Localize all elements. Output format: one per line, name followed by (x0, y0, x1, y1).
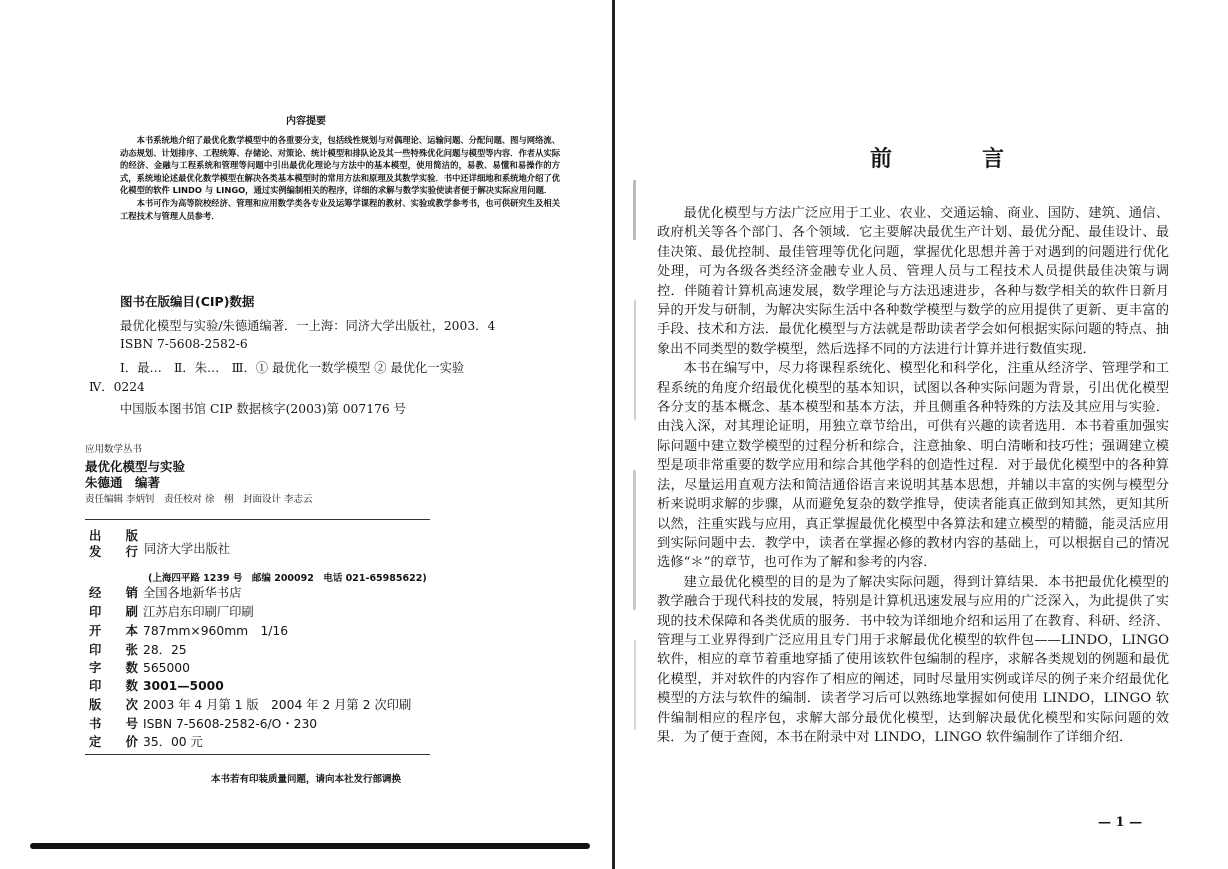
publisher-name: 同济大学出版社 (144, 542, 231, 556)
book-title: 最优化模型与实验 (85, 458, 186, 474)
spec-value: 2003 年 4 月第 1 版 2004 年 2 月第 2 次印刷 (143, 698, 412, 712)
spec-row (89, 621, 288, 639)
series-name: 应用数学丛书 (85, 444, 143, 455)
spec-label: 印 刷 (89, 605, 144, 619)
abstract (120, 134, 560, 222)
spec-label: 定 价 (89, 735, 144, 749)
page-number: — 1 — (1098, 815, 1143, 830)
cip-line: ISBN 7-5608-2582-6 (120, 337, 248, 352)
spec-value: 787mm×960mm 1/16 (143, 624, 289, 638)
preface-paragraph: 建立最优化模型的目的是为了解决实际问题，得到计算结果．本书把最优化模型的教学融合于现代科技的发展，特别是计算机迅速发展与应用的广泛深入，为此提供了实现的技术保障和各类优质的服务．书中较为详细地介绍和运用了在教育、科研、经济、管理与工业界得到广泛应用且专门用于求解最优化模型的软件包——LINDO，LINGO 软件，相应的章节着重地穿插了使用该软件包编制的程序，求解各类规划的例题和最优化模型，并对软件的内容作了相应的阐述，同时尽量用实例或详尽的例子来介绍最优化模型的方法与软件的编制．读者学习后可以熟练地掌握如何使用 LINDO，LINGO 软件编制相应的程序包，求解大部分最优化模型，达到解决最优化模型和实际问题的效果．为了便于查阅，本书在附录中对 LINDO，LINGO 软件编制作了详细介绍． (657, 574, 1169, 745)
spec-label: 印 数 (89, 679, 144, 693)
spec-row (89, 658, 190, 676)
spec-row (89, 695, 411, 713)
spec-value: 28．25 (143, 643, 187, 657)
spec-row (89, 714, 317, 732)
preface-paragraph: 本书在编写中，尽力将课程系统化、模型化和科学化，注重从经济学、管理学和工程系统的角度介绍最优化模型的基本知识，试图以各种实际问题为背景，引出优化模型各分支的基本概念、基本模型和基本方法，并且侧重各种特殊的方法及其应用与实验．由浅入深，对其理论证明，用独立章节给出，可供有兴趣的读者选用．本书着重加强实际问题中建立数学模型的过程分析和综合，注意抽象、明白清晰和技巧性；强调建立模型是项非常重要的数学应用和综合其他学科的创造性过程．对于最优化模型中的各种算法，尽量运用直观方法和简洁通俗语言来说明其基本思想，并辅以丰富的实例与模型分析来说明求解的步骤，从而避免复杂的数学推导，使读者能真正做到知其然，更知其所以然，注重实践与应用，真正掌握最优化模型中各算法和建立模型的精髓，能灵活应用到实际问题中去．教学中，读者在掌握必修的教材内容的基础上，可以根据自己的情况选修“＊”的章节，也可作为了解和参考的内容． (657, 361, 1169, 571)
scan-speck (634, 300, 636, 420)
cip-line: 最优化模型与实验/朱德通编著．一上海：同济大学出版社，2003．4 (120, 319, 496, 333)
cip-title: 图书在版编目(CIP)数据 (120, 294, 255, 309)
spec-label: 开 本 (89, 624, 144, 638)
scan-speck (633, 470, 636, 610)
cip-line: 中国版本图书馆 CIP 数据核字(2003)第 007176 号 (120, 401, 406, 416)
editors-line: 责任编辑 李炳钊 责任校对 徐 栩 封面设计 李志云 (85, 493, 313, 505)
author-line: 朱德通 编著 (85, 475, 161, 490)
spec-row (89, 676, 224, 694)
spec-label: 印 张 (89, 643, 144, 657)
divider (85, 519, 430, 520)
scan-speck (633, 180, 636, 240)
book-info (85, 442, 313, 508)
book-spine (612, 0, 615, 869)
abstract-paragraph: 本书系统地介绍了最优化数学模型中的各重要分支，包括线性规划与对偶理论、运输问题、分配问题、图与网络流、动态规划、计划排序、工程统筹、存储论、对策论、统计模型和排队论及其一些特殊优化问题与模型等内容．作者从实际的经济、金融与工程系统和管理等问题中引出最优化理论与方法中的基本模型，使用简洁的，易教、易懂和易操作的方式，系统地论述最优化数学模型在解决各类基本模型时的常用方法和原理及其数学实验．书中还详细地和系统地介绍了优化模型的软件 LINDO 与 LINGO，通过实例编制相关的程序，详细的求解与数学实验使读者便于解决实际应用问题． (120, 135, 560, 196)
spec-value: 35．00 元 (143, 735, 203, 749)
spec-row (89, 602, 254, 620)
spec-row (89, 732, 203, 750)
spec-label: 字 数 (89, 661, 144, 675)
spec-row (89, 583, 241, 601)
spec-value: ISBN 7-5608-2582-6/O・230 (143, 717, 318, 731)
preface-paragraph: 最优化模型与方法广泛应用于工业、农业、交通运输、商业、国防、建筑、通信、政府机关等各个部门、各个领域．它主要解决最优生产计划、最优分配、最佳设计、最佳决策、最优控制、最佳管理等优化问题，掌握优化思想并善于对遇到的问题进行优化处理，可为各级各类经济金融专业人员、管理人员与工程技术人员提供最佳决策与调控．伴随着计算机高速发展，数学理论与方法迅速进步，各种与数学相关的软件日新月异的开发与研制，为解决实际生活中各种数学模型与数学的应用提供了更新、更丰富的手段、技术和方法．最优化模型与方法就是帮助读者学会如何根据实际问题的特点、抽象出不同类型的数学模型，然后选择不同的方法进行计算并进行数值实现． (657, 206, 1169, 357)
publisher-label: 发 行 (89, 545, 144, 559)
quality-notice: 本书若有印装质量问题，请向本社发行部调换 (210, 774, 401, 785)
preface-title: 前 言 (870, 147, 1039, 172)
spec-row (89, 640, 187, 658)
spec-label: 经 销 (89, 586, 144, 600)
cip-block (89, 317, 560, 418)
spec-label: 书 号 (89, 717, 144, 731)
abstract-paragraph: 本书可作为高等院校经济、管理和应用数学类各专业及运筹学课程的教材、实验或教学参考书，也可供研究生及相关工程技术与管理人员参考． (120, 197, 560, 221)
spec-value: 565000 (143, 661, 190, 675)
divider (85, 754, 430, 755)
spec-value: 3001—5000 (143, 679, 224, 693)
publisher-labels (89, 528, 144, 560)
publisher-label: 出 版 (89, 529, 144, 543)
spec-value: 江苏启东印刷厂印刷 (143, 605, 254, 619)
spec-label: 版 次 (89, 698, 144, 712)
preface-body (657, 204, 1169, 747)
spec-value: 全国各地新华书店 (143, 586, 242, 600)
scan-speck (634, 640, 636, 730)
cip-line: Ⅳ．0224 (89, 379, 145, 394)
scan-edge-shadow (30, 843, 590, 849)
abstract-title: 内容提要 (286, 116, 326, 127)
publisher-address: (上海四平路 1239 号 邮编 200092 电话 021-65985622) (148, 573, 427, 584)
cip-line: Ⅰ．最… Ⅱ．朱… Ⅲ．① 最优化一数学模型 ② 最优化一实验 (120, 361, 465, 376)
